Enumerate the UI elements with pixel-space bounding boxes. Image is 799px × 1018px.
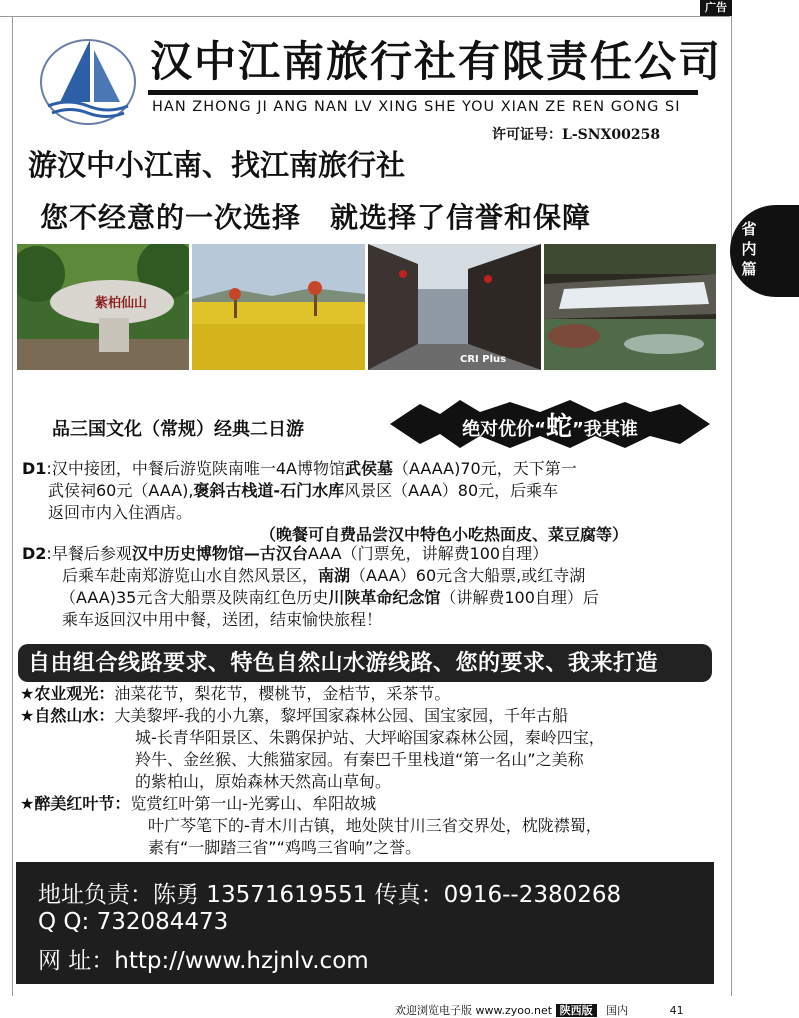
photo-waterfall [544,244,716,370]
day1-line: 武侯祠60元（AAA),褒斜古栈道-石门水库风景区（AAA）80元，后乘车 [48,481,559,500]
section-side-tab[interactable] [730,205,799,297]
day1-line: D1:汉中接团，中餐后游览陕南唯一4A博物馆武侯墓（AAAA)70元，天下第一 [22,459,577,478]
day1-dinner-note: （晚餐可自费品尝汉中特色小吃热面皮、菜豆腐等） [260,525,629,544]
company-name: 汉中江南旅行社有限责任公司 [150,37,723,86]
photo-rapeseed-field [192,244,365,370]
page-footer [395,1002,684,1018]
photo-zibai-mountain [17,244,189,370]
day1-itinerary [22,458,722,546]
contact-qq: Q Q: 732084473 [38,909,229,935]
footer-section: 国内 [606,1004,629,1017]
contact-address-fax: 地址负责：陈勇 13571619551 传真：0916--2380268 [38,882,622,908]
day2-line: D2:早餐后参观汉中历史博物馆—古汉台AAA（门票免，讲解费100自理） [22,544,549,563]
promo-text: 绝对优价“蛇”我其谁 [462,412,638,442]
title-rule [148,90,698,95]
side-tab-label: 省 内 篇 [741,220,757,278]
page-number: 41 [669,1004,684,1017]
contact-website-link[interactable]: 网 址：http://www.hzjnlv.com [38,948,369,974]
photo-caption: CRI Plus [460,354,507,365]
footer-region-badge: 陕西版 [556,1004,597,1017]
day2-line: 后乘车赴南郑游览山水自然风景区，南湖（AAA）60元含大船票,或红寺湖 [62,566,586,585]
day2-line: 乘车返回汉中用中餐，送团，结束愉快旅程！ [62,610,383,629]
ad-tag: 广告 [700,0,732,16]
sailboat-logo-icon [38,32,138,127]
feature-agriculture: ★农业观光：油菜花节，梨花节，樱桃节，金桔节，采茶节。 [20,684,451,703]
day2-itinerary [22,543,722,631]
feature-nature: ★自然山水：大美黎坪-我的小九寨，黎坪国家森林公园、国宝家园，千年古船 城-长青华阳景区、朱鹮保护站、大坪峪国家森林公园，秦岭四宝， 羚牛、金丝猴、大熊猫家园。有秦巴千里栈道“第一名山”之美称 的紫柏山，原始森林天然高山草甸。 [20,706,605,791]
day2-line: （AAA)35元含大船票及陕南红色历史川陕革命纪念馆（讲解费100自理）后 [60,588,599,607]
photo-caption: 紫柏仙山 [95,296,148,311]
photo-ancient-town [368,244,541,370]
slogan-top: 游汉中小江南、找江南旅行社 [28,148,406,182]
company-pinyin: HAN ZHONG JI ANG NAN LV XING SHE YOU XIAN ZE REN GONG SI [152,99,681,115]
slogan-main: 您不经意的一次选择 就选择了信誉和保障 [40,201,592,234]
feature-red-leaves: ★醉美红叶节：览赏红叶第一山-光雾山、牟阳故城 叶广芩笔下的-青木川古镇，地处陕甘川三省交界处，枕陇襟蜀， 素有“一脚踏三省”“鸡鸣三省响”之誉。 [20,794,602,857]
tour-title: 品三国文化（常规）经典二日游 [52,419,304,440]
footer-site[interactable]: 欢迎浏览电子版 www.zyoo.net [395,1004,553,1017]
day1-line: 返回市内入住酒店。 [48,503,193,522]
license-number: 许可证号：L-SNX00258 [492,127,661,143]
custom-route-banner-text: 自由组合线路要求、特色自然山水游线路、您的要求、我来打造 [28,651,659,676]
